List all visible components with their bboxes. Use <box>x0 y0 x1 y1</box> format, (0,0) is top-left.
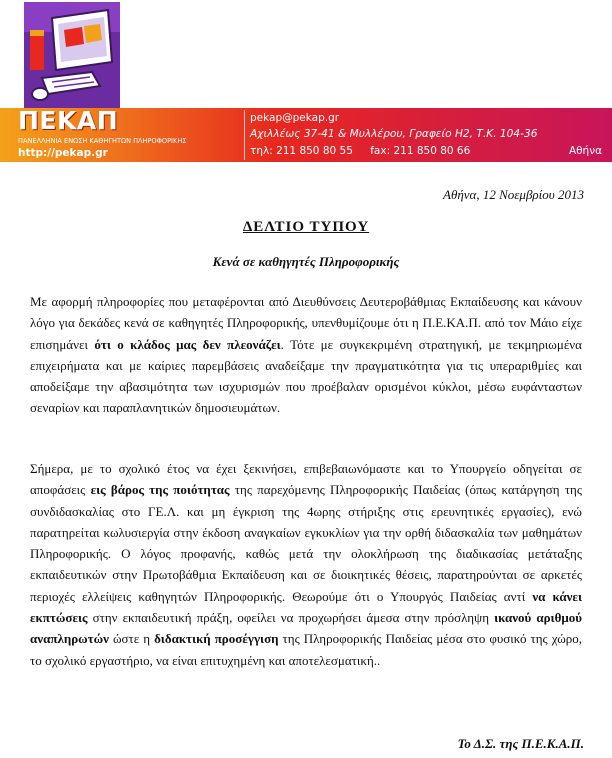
phone-fax-line <box>250 145 484 157</box>
text-span: . Τότε με συγκεκριμένη στρατηγική, με τεκμηριωμένα επιχειρήματα και με καίριες παρεμβάσεις αναδείξαμε την πραγματικότητα για τις υπεραριθμίες και αποδείξαμε την αβασιμότητα των ισχυρισμών που προέβαλαν ορισμένοι κύκλοι, μέσω ευφάνταστων σεναρίων και παραπλανητικών δημοσιευμάτων. <box>30 336 582 416</box>
signature: Το Δ.Σ. της Π.Ε.Κ.Α.Π. <box>457 736 584 751</box>
city: Αθήνα <box>568 145 602 157</box>
fax-number: fax: 211 850 80 66 <box>370 145 471 157</box>
emphasis-text: διδακτική προσέγγιση <box>154 631 279 647</box>
emphasis-text: να κάνει εκπτώσεις <box>30 588 582 626</box>
text-span: της παρεχόμενης Πληροφορικής Παιδείας (όπως κατάργηση της συνδιδασκαλίας στο ΓΕ.Λ. και μη έγκριση της 4ωρης στήριξης στις ερευνητικές εργασίες), ενώ παρατηρείται κωλυσιεργία στην έκδοση αναγκαίων εγκυκλίων για την ορθή διδασκαλία των μαθημάτων Πληροφορικής. Ο λόγος προφανής, καθώς μετά την ολοκλήρωση της διαδικασίας μετάταξης εκπαιδευτικών στην Πρωτοβάθμια Εκπαίδευση και σε διοικητικές θέσεις, παρατηρούνται σε αρκετές περιοχές ελλείψεις καθηγητών Πληροφορικής. Θεωρούμε ότι ο Υπουργός Παιδείας αντί <box>30 482 582 604</box>
computer-monitor-logo-icon <box>22 0 122 112</box>
document-date: Αθήνα, 12 Νοεμβρίου 2013 <box>443 187 584 202</box>
document-title: ΔΕΛΤΙΟ ΤΥΠΟΥ <box>242 219 370 235</box>
emphasis-text: εις βάρος της ποιότητας <box>90 482 230 498</box>
banner-divider <box>244 110 245 160</box>
paragraph-1 <box>30 291 582 419</box>
brand-subtitle: ΠΑΝΕΛΛΗΝΙΑ ΕΝΩΣΗ ΚΑΘΗΓΗΤΩΝ ΠΛΗΡΟΦΟΡΙΚΗΣ <box>18 137 187 145</box>
letterhead <box>0 0 612 165</box>
emphasis-text: ότι ο κλάδος μας δεν πλεονάζει <box>94 336 281 352</box>
brand-name: ΠΕΚΑΠ <box>18 106 119 135</box>
text-span: Σήμερα, με το σχολικό έτος να έχει ξεκινήσει, επιβεβαιωνόμαστε και το Υπουργείο οδηγείται σε αποφάσεις <box>30 461 582 498</box>
email-link[interactable]: pekap@pekap.gr <box>250 112 340 124</box>
text-span: ώστε η <box>108 631 155 647</box>
emphasis-text: ικανού αριθμού αναπληρωτών <box>30 610 582 647</box>
postal-address: Αχιλλέως 37-41 & Μυλλέρου, Γραφείο Η2, Τ.Κ. 104-36 <box>250 128 538 140</box>
text-span: στην εκπαιδευτική πράξη, οφείλει να προχωρήσει άμεσα στην πρόσληψη <box>87 610 495 626</box>
paragraph-2 <box>30 458 582 671</box>
text-span: της Πληροφορικής Παιδείας μέσα στο φυσικό της χώρο, το σχολικό εργαστήριο, να είναι επιτυχημένη και αποτελεσματική.. <box>30 631 582 668</box>
document-subtitle: Κενά σε καθηγητές Πληροφορικής <box>212 254 400 269</box>
phone-number: τηλ: 211 850 80 55 <box>250 145 353 157</box>
website-link[interactable]: http://pekap.gr <box>18 147 108 159</box>
text-span: Με αφορμή πληροφορίες που μεταφέρονται από Διευθύνσεις Δευτεροβάθμιας Εκπαίδευσης και κάνουν λόγο για δεκάδες κενά σε καθηγητές Πληροφορικής, υπενθυμίζουμε ότι η Π.Ε.ΚΑ.Π. από τον Μάιο είχε επισημάνει <box>30 294 582 352</box>
